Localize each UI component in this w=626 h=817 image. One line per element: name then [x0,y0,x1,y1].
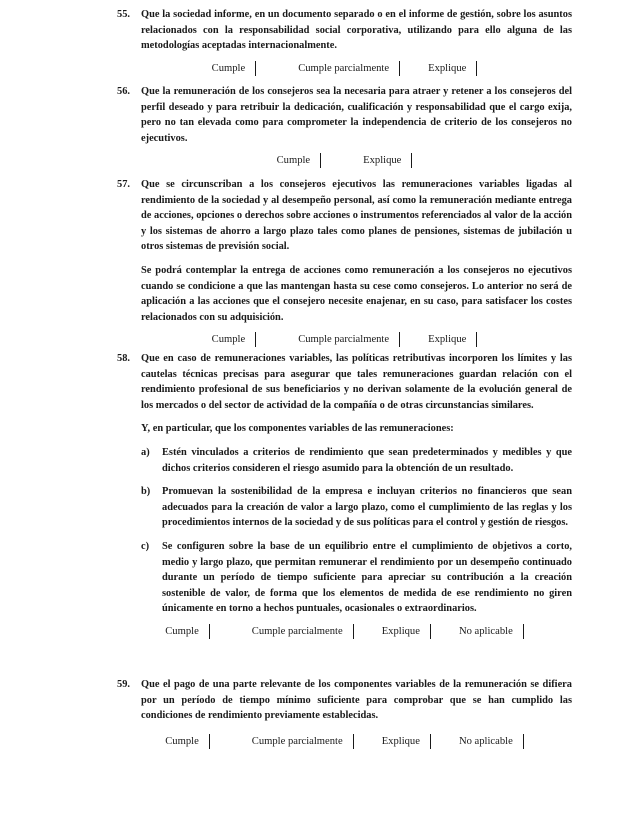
option-label: Explique [428,334,467,346]
compliance-options [117,61,572,76]
compliance-options [117,332,572,347]
compliance-options [117,153,572,168]
option-cumple-parcialmente[interactable] [252,734,354,749]
option-divider [320,153,321,168]
recommendation-text: Que la sociedad informe, en un documento separado o en el informe de gestión, sobre los asuntos relacionados con la responsabilidad social corporativa, utilizando para ello alguna de las metodologías aceptadas internacionalmente. [141,9,572,52]
option-label: Cumple [211,334,246,346]
option-label: Cumple [276,155,311,167]
option-label: Explique [381,735,420,747]
option-divider [411,153,412,168]
option-cumple[interactable] [212,332,257,347]
option-divider [523,734,524,749]
option-divider [430,734,431,749]
recommendation-55 [117,7,572,76]
option-divider [523,624,524,639]
recommendation-56 [117,84,572,168]
option-label: No aplicable [458,735,513,747]
sub-item-a [141,445,572,476]
option-cumple-parcialmente[interactable] [252,624,354,639]
option-cumple-parcialmente[interactable] [298,332,400,347]
option-divider [353,734,354,749]
option-explique[interactable] [428,61,477,76]
option-divider [209,624,210,639]
sub-item-letter: b) [141,486,151,498]
sub-item-text: Se configuren sobre la base de un equilibrio entre el cumplimiento de objetivos a corto, medio y largo plazo, que permitan remunerar el rendimiento por un desempeño continuado durante un período de tiempo suficiente para apreciar su contribución a la creación sostenible de valor, de forma que los elementos de medida de ese rendimiento no giren únicamente en torno a hechos puntuales, ocasionales o extraordinarios. [162,540,572,615]
option-label: Cumple [211,62,246,74]
option-label: Cumple parcialmente [298,62,390,74]
option-label: Explique [381,625,420,637]
option-cumple[interactable] [165,734,210,749]
option-label: Explique [428,62,467,74]
recommendation-text: Que la remuneración de los consejeros sea la necesaria para atraer y retener a los consejeros del perfil deseado y para retribuir la dedicación, cualificación y responsabilidad que el cargo exija, pero no tan elevada como para comprometer la independencia de criterio de los consejeros no ejecutivos. [141,86,572,144]
recommendation-number: 55. [117,9,130,20]
option-cumple[interactable] [212,61,257,76]
option-divider [476,332,477,347]
option-label: Cumple parcialmente [298,334,390,346]
recommendation-text-2: Y, en particular, que los componentes variables de las remuneraciones: [141,423,454,435]
sub-item-text: Estén vinculados a criterios de rendimiento que sean predeterminados y medibles y que dichos criterios consideren el riesgo asumido para la obtención de un resultado. [162,446,572,474]
sub-item-text: Promuevan la sostenibilidad de la empresa e incluyan criterios no financieros que sean adecuados para la creación de valor a largo plazo, como el cumplimiento de las reglas y los procedimientos internos de la sociedad y de sus políticas para el control y gestión de riesgos. [162,486,572,529]
recommendation-58 [117,351,572,639]
option-no-aplicable[interactable] [459,624,524,639]
recommendation-59 [117,677,572,749]
recommendation-text: Que en caso de remuneraciones variables, las políticas retributivas incorporen los límites y las cautelas técnicas precisas para asegurar que tales remuneraciones guardan relación con el rendimiento profesional de sus beneficiarios y no derivan solamente de la evolución general de los mercados o del sector de actividad de la compañía o de otras circunstancias similares. [141,353,572,411]
sub-item-letter: a) [141,446,150,458]
option-explique[interactable] [382,734,431,749]
recommendation-number: 56. [117,86,130,97]
option-label: No aplicable [458,625,513,637]
option-label: Cumple [165,625,199,637]
option-divider [353,624,354,639]
sub-item-b [141,484,572,531]
sub-item-c [141,539,572,617]
option-divider [399,332,400,347]
option-label: Cumple [165,735,199,747]
compliance-options [117,734,572,749]
compliance-options [117,624,572,639]
option-divider [430,624,431,639]
option-explique[interactable] [363,153,412,168]
recommendation-number: 57. [117,179,130,190]
recommendation-text-2: Se podrá contemplar la entrega de acciones como remuneración a los consejeros no ejecutivos cuando se condicione a que las mantengan hasta su cese como consejeros. Lo anterior no será de aplicación a las acciones que el consejero necesite enajenar, en su caso, para satisfacer los costes relacionados con su adquisición. [141,264,572,323]
option-no-aplicable[interactable] [459,734,524,749]
option-divider [255,61,256,76]
option-cumple[interactable] [165,624,210,639]
option-label: Explique [363,155,402,167]
recommendation-text: Que se circunscriban a los consejeros ejecutivos las remuneraciones variables ligadas al rendimiento de la sociedad y al desempeño personal, así como la remuneración mediante entrega de acciones, opciones o derechos sobre acciones o instrumentos referenciados al valor de la acción y los sistemas de ahorro a largo plazo tales como planes de pensiones, sistemas de jubilación u otros sistemas de previsión social. [141,179,572,253]
recommendation-number: 59. [117,679,130,690]
recommendation-57 [117,177,572,347]
option-cumple-parcialmente[interactable] [298,61,400,76]
option-explique[interactable] [428,332,477,347]
option-label: Cumple parcialmente [251,735,343,747]
recommendation-number: 58. [117,353,130,364]
sub-item-letter: c) [141,540,150,552]
option-label: Cumple parcialmente [251,625,343,637]
option-divider [399,61,400,76]
option-cumple[interactable] [277,153,322,168]
option-divider [255,332,256,347]
option-divider [476,61,477,76]
recommendation-text: Que el pago de una parte relevante de los componentes variables de la remuneración se difiera por un período de tiempo mínimo suficiente para comprobar que se han cumplido las condiciones de rendimiento previamente establecidas. [141,679,572,722]
option-explique[interactable] [382,624,431,639]
option-divider [209,734,210,749]
